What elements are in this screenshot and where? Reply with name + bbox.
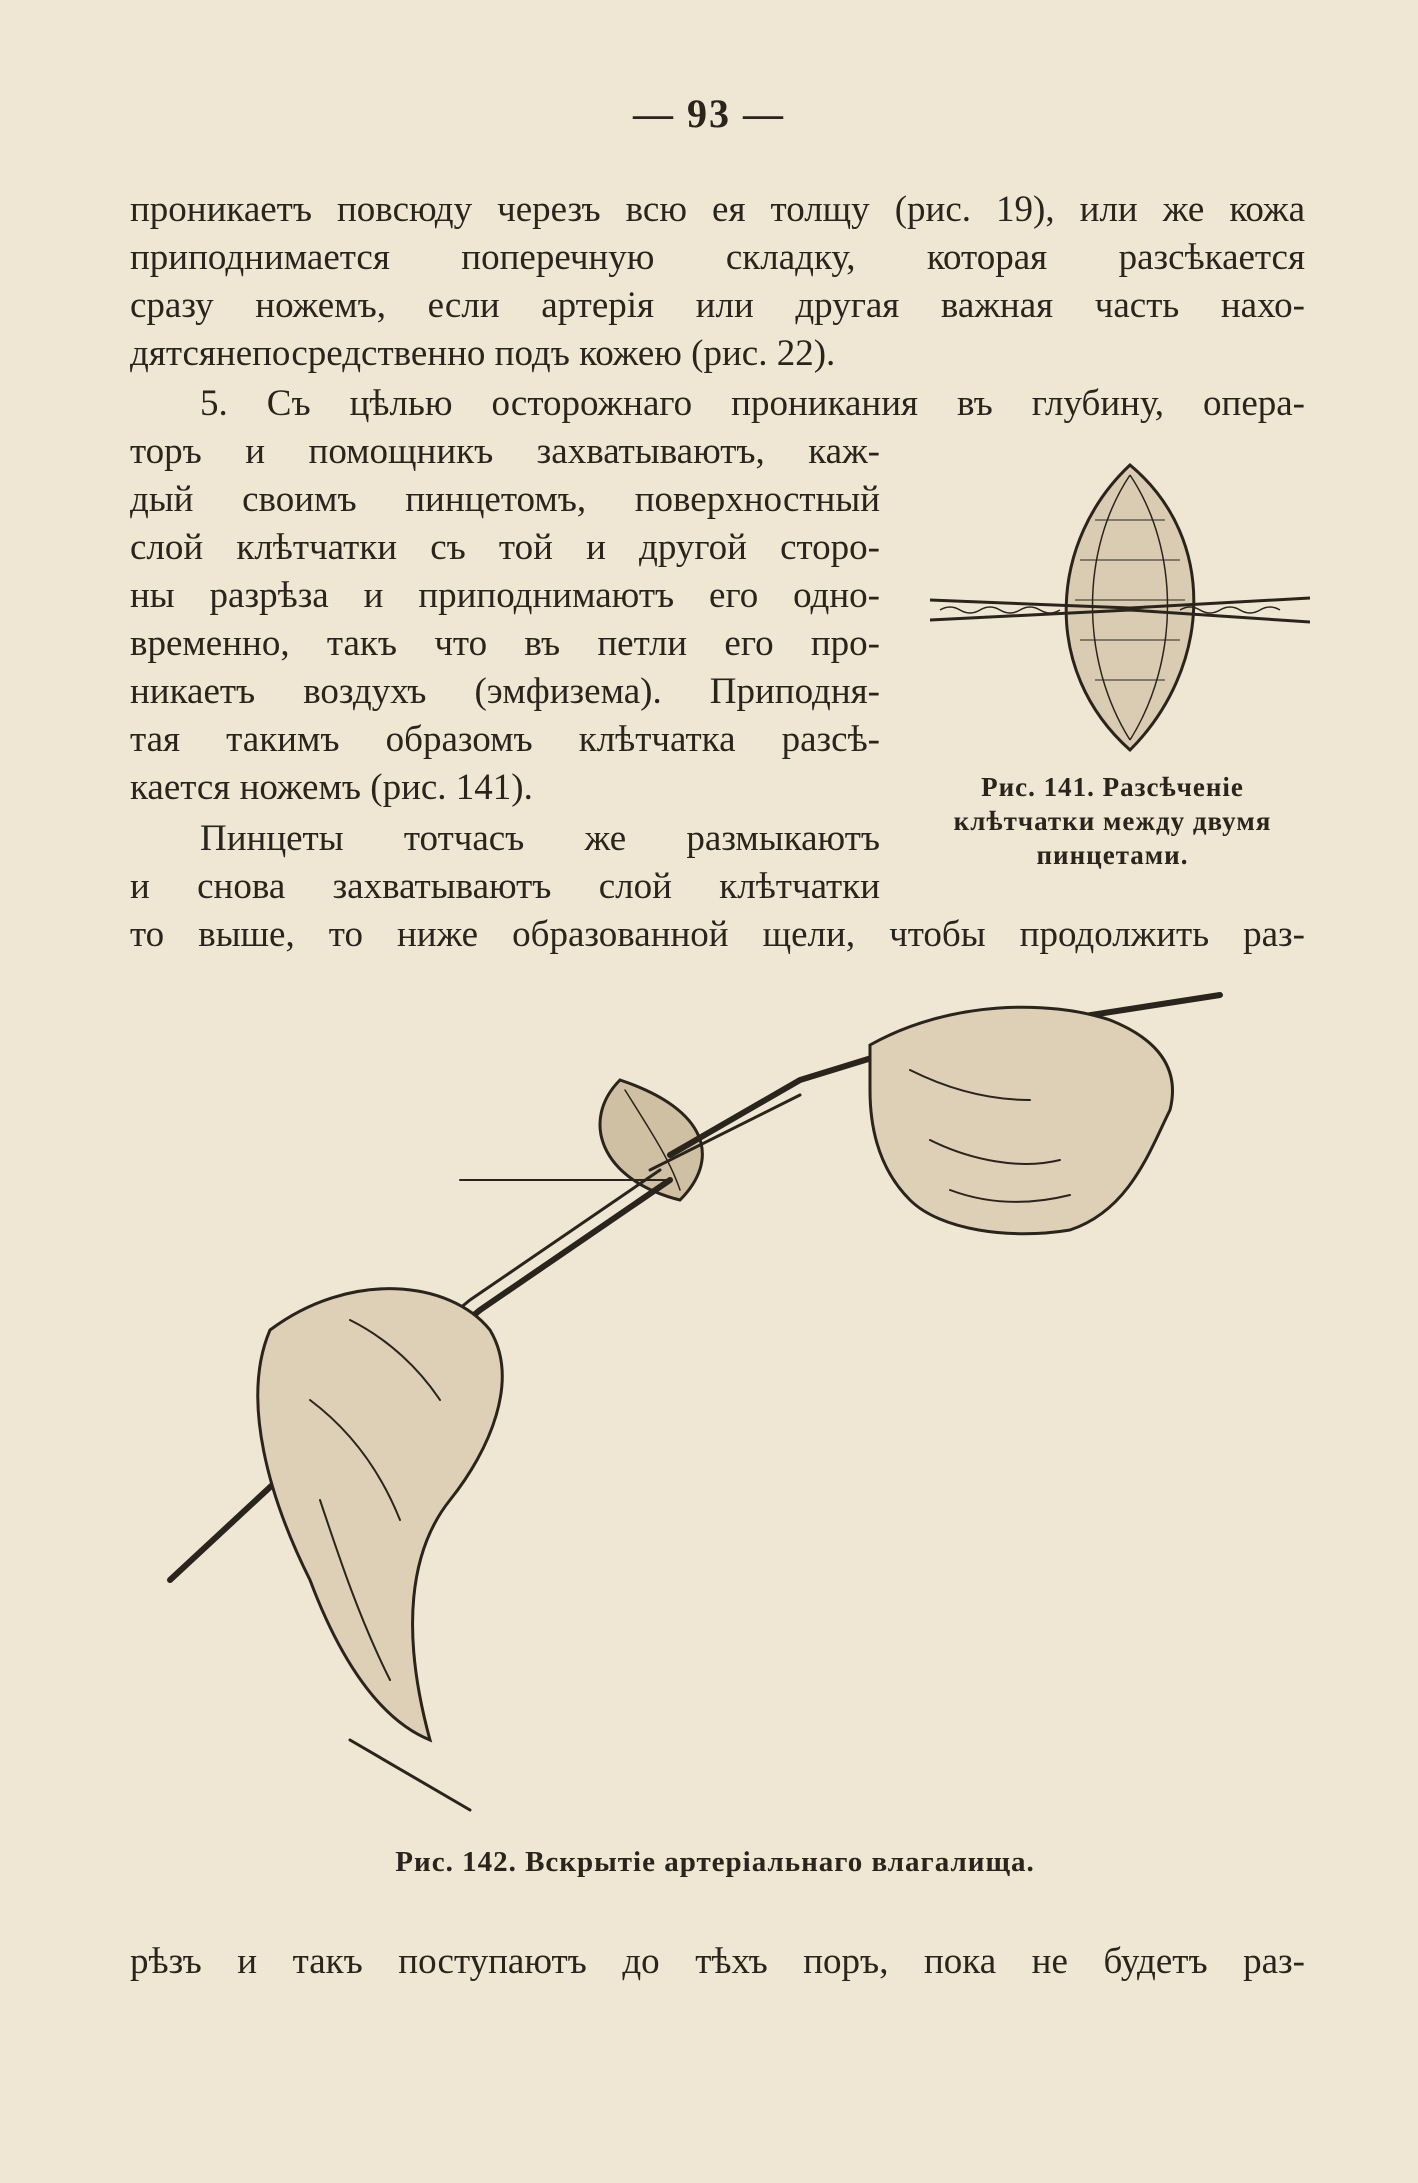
text-line: никаетъ воздухъ (эмфизема). Приподня- — [130, 671, 880, 712]
figure-142-caption: Рис. 142. Вскрытіе артеріальнаго влагалища. — [395, 1846, 1035, 1878]
text-line: 5. Съ цѣлью осторожнаго проникания въ глубину, опера- — [200, 383, 1305, 424]
text-line: временно, такъ что въ петли его про- — [130, 623, 880, 664]
text-line: и снова захватываютъ слой клѣтчатки — [130, 866, 880, 907]
caption-line: Рис. 141. Разсѣченіе — [981, 772, 1244, 802]
caption-line: клѣтчатки между двумя — [953, 806, 1272, 836]
text-line: тая такимъ образомъ клѣтчатка разсѣ- — [130, 719, 880, 760]
text-line: то выше, то ниже образованной щели, чтобы продолжить раз- — [130, 914, 1305, 955]
text-line: приподнимается поперечную складку, которая разсѣкается — [130, 237, 1305, 278]
text-line: проникаетъ повсюду черезъ всю ея толщу (рис. 19), или же кожа — [130, 189, 1305, 230]
text-line: Пинцеты тотчасъ же размыкаютъ — [200, 818, 880, 859]
text-line: слой клѣтчатки съ той и другой сторо- — [130, 527, 880, 568]
figure-142-illustration — [150, 980, 1300, 1830]
caption-line: пинцетами. — [1036, 840, 1189, 870]
figure-141-caption — [915, 770, 1310, 872]
page-number: — 93 — — [633, 91, 785, 136]
text-line: сразу ножемъ, если артерія или другая важная часть нахо- — [130, 285, 1305, 326]
figure-141-illustration — [930, 450, 1310, 760]
text-line: ны разрѣза и приподнимаютъ его одно- — [130, 575, 880, 616]
text-line: рѣзъ и такъ поступаютъ до тѣхъ поръ, пока не будетъ раз- — [130, 1941, 1305, 1982]
text-line: торъ и помощникъ захватываютъ, каж- — [130, 431, 880, 472]
text-line: дятсянепосредственно подъ кожею (рис. 22). — [130, 333, 836, 374]
text-line: кается ножемъ (рис. 141). — [130, 767, 533, 808]
text-line: дый своимъ пинцетомъ, поверхностный — [130, 479, 880, 520]
